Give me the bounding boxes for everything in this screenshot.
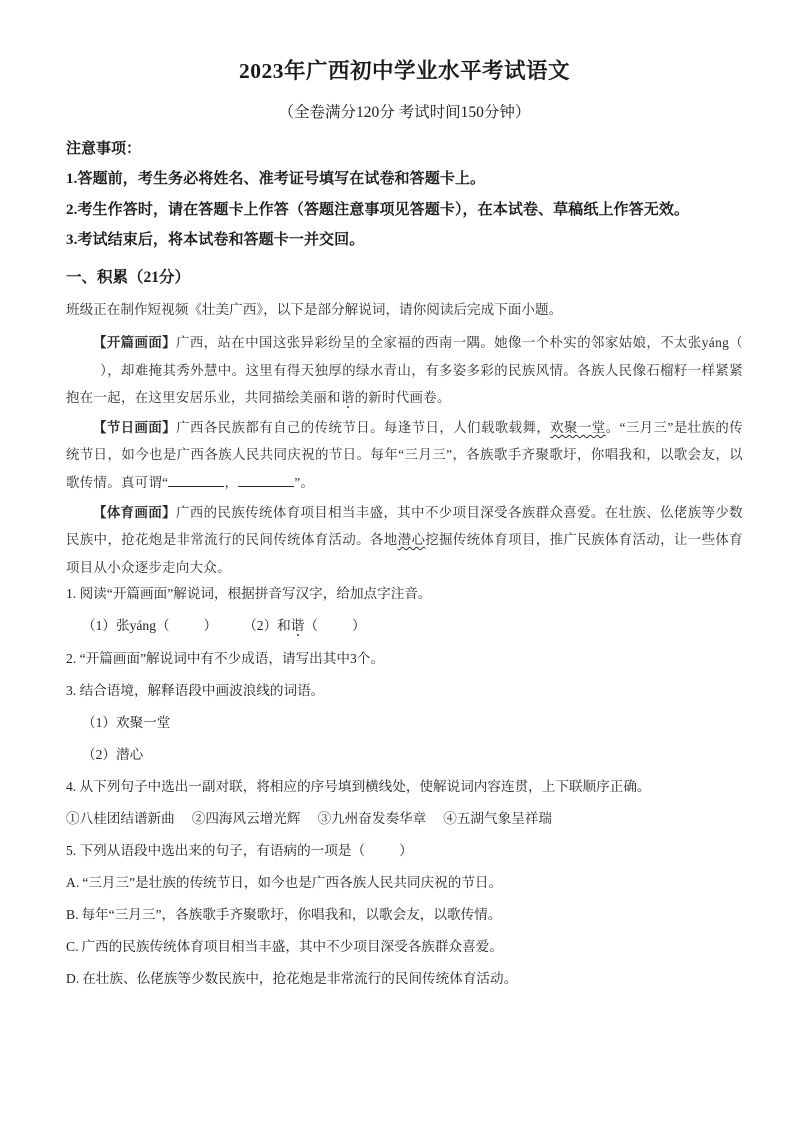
question-2-stem: 2. “开篇画面”解说词中有不少成语，请写出其中3个。 xyxy=(66,650,384,666)
choice-c-letter: C. xyxy=(66,939,79,955)
wavy-term-huanju-yitang: 欢聚一堂 xyxy=(550,419,606,435)
section-title: 一、积累（21分） xyxy=(66,268,191,286)
choice-c-text: 广西的民族传统体育项目相当丰盛，其中不少项目深受各族群众喜爱。 xyxy=(81,939,503,955)
passage-opening-part2: ），却难掩其秀外慧中。这里有得天独厚的绿水青山，有多姿多彩的民族风情。各族人民像石榴籽一样紧紧抱在一起，在这里安居乐业，共同描绘美丽和 xyxy=(66,362,743,406)
page-title: 2023年广西初中学业水平考试语文 xyxy=(238,59,570,83)
question-1-sub2-prefix: （2）和 xyxy=(243,618,291,634)
question-1-subitems xyxy=(66,615,743,636)
question-4-option-3[interactable]: ③九州奋发奏华章 xyxy=(317,810,427,826)
question-4-stem: 4. 从下列句子中选出一副对联，将相应的序号填到横线处，使解说词内容连贯，上下联顺序正确。 xyxy=(66,778,651,794)
question-3-stem: 3. 结合语境，解释语段中画波浪线的词语。 xyxy=(66,682,325,698)
wavy-term-qianxin: 潜心 xyxy=(397,532,426,548)
passage-sports-part2: 挖掘传统体育项目，推广民族体育活动，让一些体育项目从小众逐步走向大众。 xyxy=(66,532,743,575)
question-5-stem xyxy=(66,840,743,861)
question-1-sub1-prefix: （1）张yáng（ xyxy=(82,618,170,634)
question-1-sub2-suffix: ） xyxy=(351,618,366,634)
question-5-stem-suffix: ） xyxy=(399,842,413,858)
question-5-stem-prefix: 5. 下列从语段中选出来的句子，有语病的一项是（ xyxy=(66,842,366,858)
passage-opening-scene xyxy=(66,329,743,412)
couplet-blank-second[interactable] xyxy=(238,473,294,487)
choice-b-text: 每年“三月三”，各族歌手齐聚歌圩，你唱我和，以歌会友，以歌传情。 xyxy=(81,907,502,923)
passage-sports-part1: 广西的民族传统体育项目相当丰盛，其中不少项目深受各族群众喜爱。在壮族、仫佬族等少数民族中，抢花炮是非常流行的民间传统体育活动。各地 xyxy=(66,504,743,548)
passage-festival-part3: ”。 xyxy=(294,474,315,490)
passage-sports-scene xyxy=(66,499,743,582)
notice-heading: 注意事项： xyxy=(66,140,142,157)
passage-festival-part1: 广西各民族都有自己的传统节日。每逢节日，人们载歌载舞， xyxy=(176,419,551,435)
question-4-option-1[interactable]: ①八桂团结谱新曲 xyxy=(66,810,175,826)
question-4-option-2[interactable]: ②四海风云增光辉 xyxy=(191,810,301,826)
choice-a-text: “三月三”是壮族的传统节日，如今也是广西各族人民共同庆祝的节日。 xyxy=(82,874,503,890)
dotted-char-xie: 谐 xyxy=(340,390,355,406)
passage-tag-festival: 【节日画面】 xyxy=(93,419,177,435)
question-4-options xyxy=(66,808,743,829)
choice-d-text: 在壮族、仫佬族等少数民族中，抢花炮是非常流行的民间传统体育活动。 xyxy=(82,971,518,987)
passage-opening-part3: 的新时代画卷。 xyxy=(354,390,451,406)
passage-opening-part1: 广西，站在中国这张异彩纷呈的全家福的西南一隅。她像一个朴实的邻家姑娘，不太张yáng（ xyxy=(176,334,743,350)
question-1-stem: 1. 阅读“开篇画面”解说词，根据拼音写汉字，给加点字注音。 xyxy=(66,586,432,602)
question-3-sub-1: （1）欢聚一堂 xyxy=(82,714,171,730)
couplet-blank-first[interactable] xyxy=(168,473,224,487)
notice-item-1: 1.答题前，考生务必将姓名、准考证号填写在试卷和答题卡上。 xyxy=(66,171,486,188)
passage-tag-sports: 【体育画面】 xyxy=(93,504,176,520)
question-5-choice-d[interactable] xyxy=(66,968,743,989)
passage-festival-scene xyxy=(66,414,743,497)
question-3-sub-2: （2）潜心 xyxy=(82,746,144,762)
couplet-blank-separator: ， xyxy=(224,474,239,490)
question-5-choice-a[interactable] xyxy=(66,872,743,893)
question-5-choice-b[interactable] xyxy=(66,904,743,925)
question-4-option-4[interactable]: ④五湖气象呈祥瑞 xyxy=(443,810,552,826)
question-1-sub1-suffix: ） xyxy=(203,618,218,634)
choice-d-letter: D. xyxy=(66,971,80,987)
question-1-sub2-mid: （ xyxy=(304,618,318,634)
choice-b-letter: B. xyxy=(66,907,79,923)
question-5-choice-c[interactable] xyxy=(66,936,743,957)
section-intro: 班级正在制作短视频《壮美广西》，以下是部分解说词，请你阅读后完成下面小题。 xyxy=(66,301,563,317)
notice-item-3: 3.考试结束后，将本试卷和答题卡一并交回。 xyxy=(66,232,365,249)
passage-festival-part2: 。“三月三”是壮族的传统节日，如今也是广西各族人民共同庆祝的节日。每年“三月三”，各族歌手齐聚歌圩，你唱我和，以歌会友，以歌传情。真可谓“ xyxy=(66,419,743,490)
notice-item-2: 2.考生作答时，请在答题卡上作答（答题注意事项见答题卡），在本试卷、草稿纸上作答无效。 xyxy=(66,201,690,218)
dotted-char-xie-q1: 谐 xyxy=(290,618,305,634)
passage-tag-opening: 【开篇画面】 xyxy=(93,334,177,350)
choice-a-letter: A. xyxy=(66,874,80,890)
page-subtitle: （全卷满分120分 考试时间150分钟） xyxy=(278,103,531,121)
